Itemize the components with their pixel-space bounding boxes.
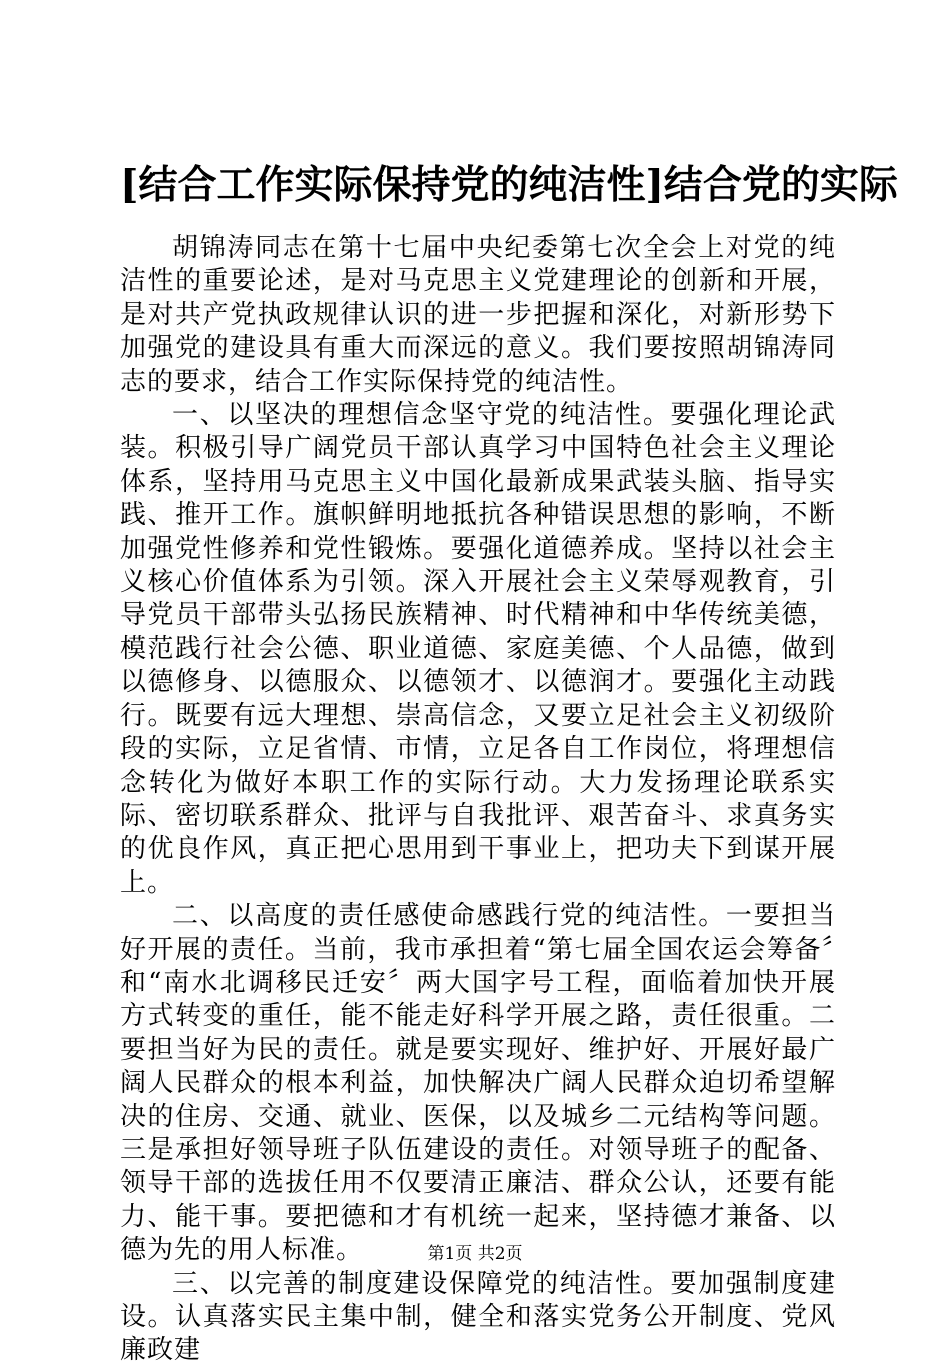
- document-title: [结合工作实际保持党的纯洁性]结合党的实际: [120, 162, 898, 208]
- paragraph-section-1: 一、以坚决的理想信念坚守党的纯洁性。要强化理论武装。积极引导广阔党员干部认真学习中国特色社会主义理论体系，坚持用马克思主义中国化最新成果武装头脑、指导实践、推开工作。旗帜鲜明地抵抗各种错误思想的影响，不断加强党性修养和党性锻炼。要强化道德养成。坚持以社会主义核心价值体系为引领。深入开展社会主义荣辱观教育，引导党员干部带头弘扬民族精神、时代精神和中华传统美德，模范践行社会公德、职业道德、家庭美德、个人品德，做到以德修身、以德服众、以德领才、以德润才。要强化主动践行。既要有远大理想、崇高信念，又要立足社会主义初级阶段的实际，立足省情、市情，立足各自工作岗位，将理想信念转化为做好本职工作的实际行动。大力发扬理论联系实际、密切联系群众、批评与自我批评、艰苦奋斗、求真务实的优良作风，真正把心思用到干事业上，把功夫下到谋开展上。: [120, 400, 836, 898]
- document-body: [120, 232, 836, 1368]
- paragraph-section-2: 二、以高度的责任感使命感践行党的纯洁性。一要担当好开展的责任。当前，我市承担着“第七届全国农运会筹备〞和“南水北调移民迁安〞两大国字号工程，面临着加快开展方式转变的重任，能不能走好科学开展之路，责任很重。二要担当好为民的责任。就是要实现好、维护好、开展好最广阔人民群众的根本利益，加快解决广阔人民群众迫切希望解决的住房、交通、就业、医保，以及城乡二元结构等问题。三是承担好领导班子队伍建设的责任。对领导班子的配备、领导干部的选拔任用不仅要清正廉洁、群众公认，还要有能力、能干事。要把德和才有机统一起来，坚持德才兼备、以德为先的用人标准。: [120, 901, 836, 1266]
- paragraph-section-3: 三、以完善的制度建设保障党的纯洁性。要加强制度建设。认真落实民主集中制，健全和落实党务公开制度、党风廉政建: [120, 1268, 836, 1366]
- paragraph-intro: 胡锦涛同志在第十七届中央纪委第七次全会上对党的纯洁性的重要论述，是对马克思主义党建理论的创新和开展，是对共产党执政规律认识的进一步把握和深化，对新形势下加强党的建设具有重大而深远的意义。我们要按照胡锦涛同志的要求，结合工作实际保持党的纯洁性。: [120, 233, 836, 397]
- page-number-footer: 第1页 共2页: [427, 1244, 523, 1264]
